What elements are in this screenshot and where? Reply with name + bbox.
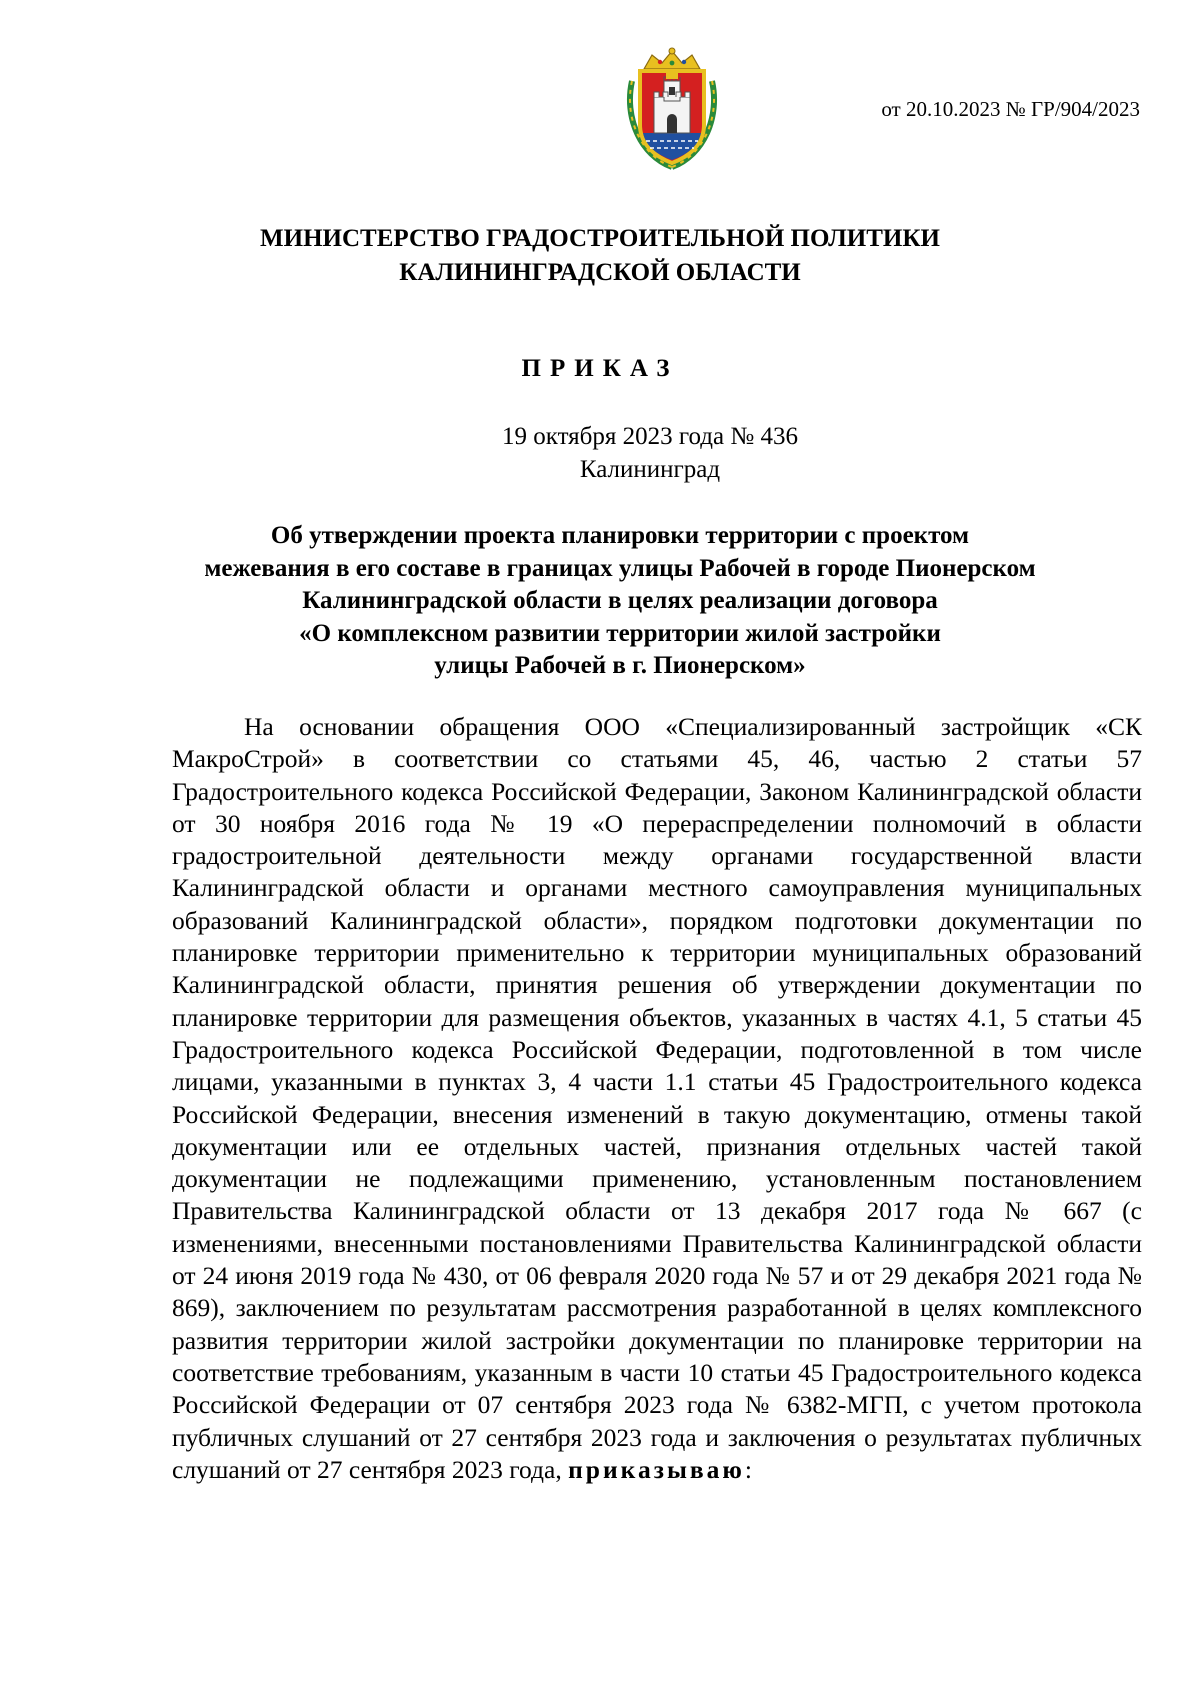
ministry-name-line: МИНИСТЕРСТВО ГРАДОСТРОИТЕЛЬНОЙ ПОЛИТИКИ [260,225,940,252]
ministry-name [0,222,1200,290]
decree-colon: : [744,1454,752,1484]
subject-line: межевания в его составе в границах улицы Рабочей в городе Пионерском [204,554,1036,582]
body-paragraph [172,711,1142,1486]
subject-line: Калининградской области в целях реализации договора [302,587,938,614]
order-city: Калининград [579,456,721,483]
subject-line: «О комплексном развитии территории жилой застройки [299,619,941,647]
body-text: На основании обращения ООО «Специализированный застройщик «СК МакроСтрой» в соответствии со статьями 45, 46, частью 2 статьи 57 Градостроительного кодекса Российской Федерации, Законом Калининградской области от 30 ноября 2016 года № 19 «О перераспределении полномочий в области градостроительной деятельности между органами государственной власти Калининградской области и органами местного самоуправления муниципальных образований Калининградской области», порядком подготовки документации по планировке территории применительно к территории муниципальных образований Калининградской области, принятия решения об утверждении документации по планировке территории для размещения объектов, указанных в частях 4.1, 5 статьи 45 Градостроительного кодекса Российской Федерации, подготовленной в том числе лицами, указанными в пунктах 3, 4 части 1.1 статьи 45 Градостроительного кодекса Российской Федерации, внесения изменений в такую документацию, отмены такой документации или ее отдельных частей, признания отдельных частей такой документации не подлежащими применению, установленным постановлением Правительства Калининградской области от 13 декабря 2017 года № 667 (с изменениями, внесенными постановлениями Правительства Калининградской области от 24 июня 2019 года № 430, от 06 февраля 2020 года № 57 и от 29 декабря 2021 года № 869), заключением по результатам рассмотрения разработанной в целях комплексного развития территории жилой застройки документации по планировке территории на соответствие требованиям, указанным в части 10 статьи 45 Градостроительного кодекса Российской Федерации от 07 сентября 2023 года № 6382-МГП, с учетом протокола публичных слушаний от 27 сентября 2023 года и заключения о результатах публичных слушаний от 27 сентября 2023 года, [172,712,1142,1484]
subject-line: Об утверждении проекта планировки территории с проектом [270,522,970,549]
order-subject [160,520,1080,683]
order-title: ПРИКАЗ [521,355,679,382]
ministry-name-line: КАЛИНИНГРАДСКОЙ ОБЛАСТИ [399,259,801,286]
order-meta [0,420,1200,486]
registration-number: от 20.10.2023 № ГР/904/2023 [881,97,1140,121]
coat-of-arms-icon [622,47,722,171]
decree-word: приказываю [568,1454,745,1484]
subject-line: улицы Рабочей в г. Пионерском» [434,652,806,679]
order-date-number: 19 октября 2023 года № 436 [502,423,798,450]
